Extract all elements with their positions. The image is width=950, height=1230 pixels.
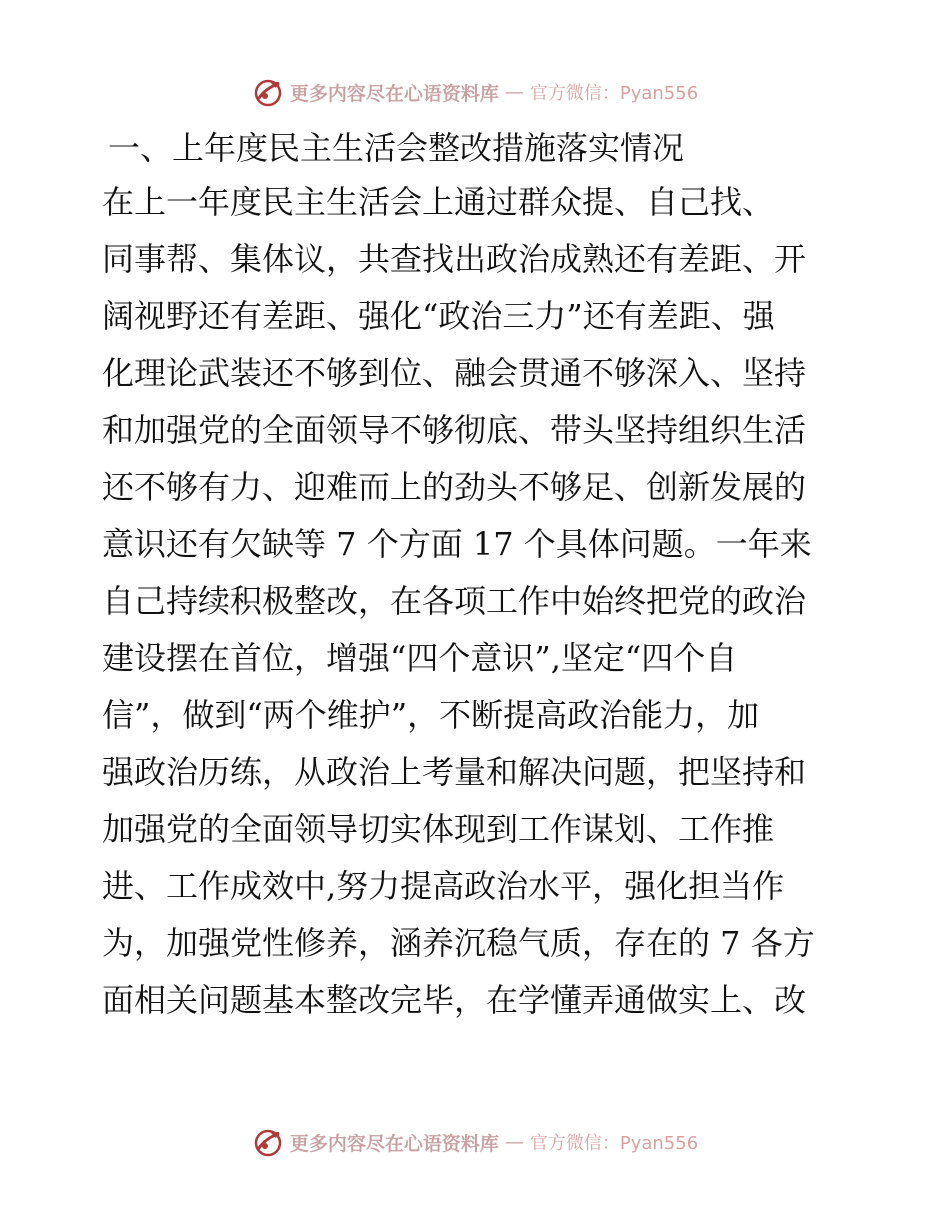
- body-line-14: 为，加强党性修养，涵养沉稳气质，存在的 7 各方: [102, 924, 815, 962]
- header-banner-wechat: 官方微信：Pyan556: [529, 83, 699, 104]
- footer-banner-wechat: 官方微信：Pyan556: [529, 1133, 699, 1154]
- header-banner-text: 更多内容尽在心语资料库: [289, 82, 499, 105]
- header-banner-dash: —: [504, 81, 524, 103]
- footer-banner-dash: —: [504, 1131, 524, 1153]
- body-line-12: 加强党的全面领导切实体现到工作谋划、工作推: [102, 810, 775, 848]
- body-line-8: 自己持续积极整改，在各项工作中始终把党的政治: [102, 582, 807, 620]
- section-heading: 一、上年度民主生活会整改措施落实情况: [108, 129, 685, 167]
- body-line-2: 同事帮、集体议，共查找出政治成熟还有差距、开: [102, 240, 807, 278]
- body-line-13: 进、工作成效中,努力提高政治水平，强化担当作: [102, 867, 785, 905]
- brand-logo-icon: [252, 1126, 284, 1158]
- brand-logo-icon: [252, 76, 284, 108]
- body-line-5: 和加强党的全面领导不够彻底、带头坚持组织生活: [102, 411, 807, 449]
- footer-banner-text: 更多内容尽在心语资料库: [289, 1132, 499, 1155]
- body-line-10: 信”，做到“两个维护”，不断提高政治能力，加: [102, 696, 760, 734]
- body-line-9: 建设摆在首位，增强“四个意识”,坚定“四个自: [102, 639, 738, 677]
- footer-banner: [0, 1122, 950, 1162]
- body-line-11: 强政治历练，从政治上考量和解决问题，把坚持和: [102, 753, 807, 791]
- body-line-4: 化理论武装还不够到位、融会贯通不够深入、坚持: [102, 354, 807, 392]
- header-banner: [0, 72, 950, 112]
- body-line-6: 还不够有力、迎难而上的劲头不够足、创新发展的: [102, 468, 807, 506]
- body-line-7: 意识还有欠缺等 7 个方面 17 个具体问题。一年来: [102, 525, 812, 563]
- body-line-1: 在上一年度民主生活会上通过群众提、自己找、: [102, 183, 775, 221]
- body-line-3: 阔视野还有差距、强化“政治三力”还有差距、强: [102, 297, 775, 335]
- body-line-15: 面相关问题基本整改完毕，在学懂弄通做实上、改: [102, 981, 807, 1019]
